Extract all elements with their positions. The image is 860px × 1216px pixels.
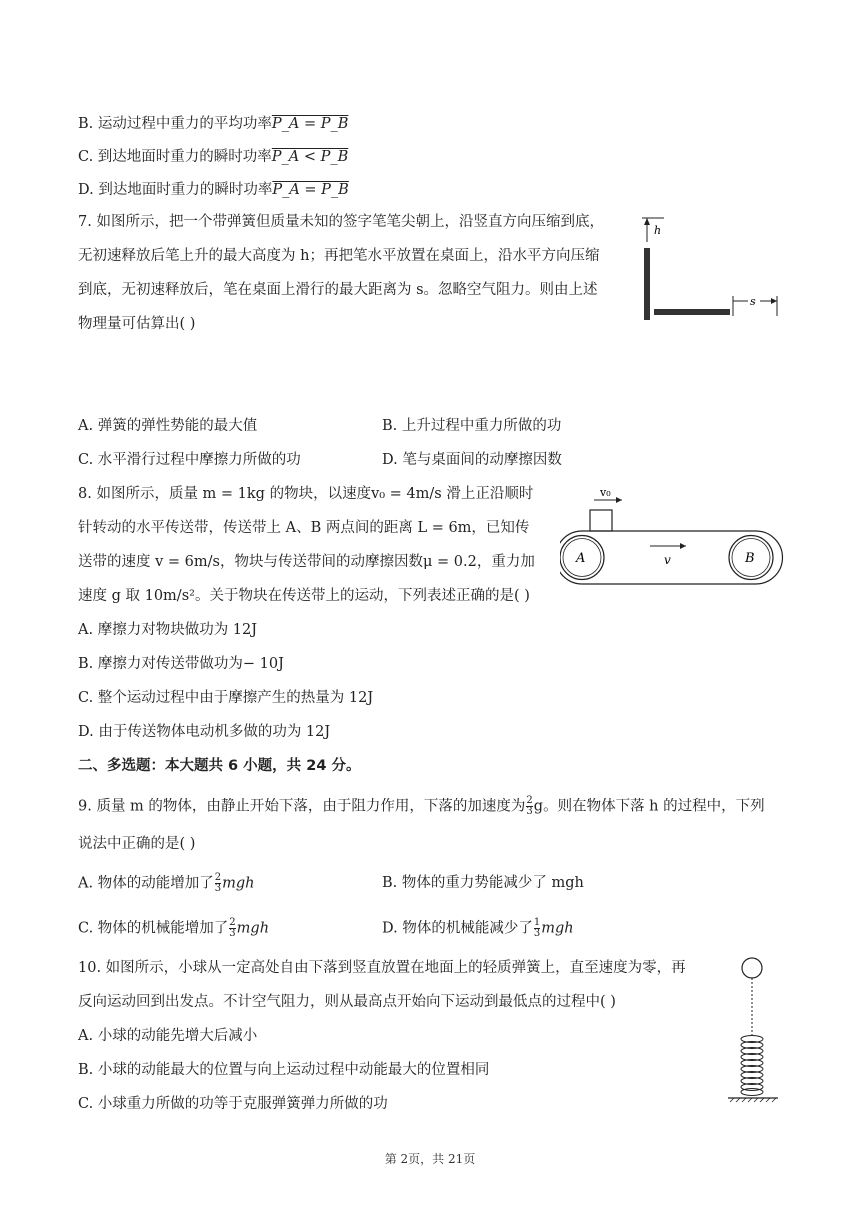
q9-fraction-two-thirds: $\frac{2}{3}$ — [526, 795, 533, 817]
fig-label-a: A — [576, 551, 586, 566]
q6-option-d: D. 到达地面时重力的瞬时功率P_A = P_B — [78, 182, 349, 198]
q7-stem-line3: 到底，无初速释放后，笔在桌面上滑行的最大距离为 s。忽略空气阻力。则由上述 — [78, 282, 598, 298]
ball-spring-figure — [720, 955, 790, 1105]
conveyor-belt-figure — [560, 484, 785, 594]
q8-option-a: A. 摩擦力对物块做功为 12J — [78, 622, 258, 638]
q6-option-b: B. 运动过程中重力的平均功率P_A = P_B — [78, 116, 349, 132]
q7-stem-line2: 无初速释放后笔上升的最大高度为 h；再把笔水平放置在桌面上，沿水平方向压缩 — [78, 248, 600, 264]
fig-label-h: h — [654, 224, 662, 237]
block — [590, 510, 612, 531]
q10-option-a: A. 小球的动能先增大后减小 — [78, 1028, 258, 1044]
q7-option-d: D. 笔与桌面间的动摩擦因数 — [382, 452, 562, 468]
q9-option-a: A. 物体的动能增加了 $\frac{2}{3}$ mgh — [78, 872, 255, 894]
q6-option-d-formula: P_A = P_B — [272, 182, 349, 198]
q8-stem-line2: 针转动的水平传送带，传送带上 A、B 两点间的距离 L = 6m，已知传 — [78, 520, 530, 536]
page-footer: 第 2页，共 21页 — [384, 1152, 476, 1166]
fig-label-v0: v₀ — [600, 486, 611, 499]
q8-option-c: C. 整个运动过程中由于摩擦产生的热量为 12J — [78, 690, 374, 706]
q7-stem-line4: 物理量可估算出( ) — [78, 316, 196, 332]
horizontal-pen — [654, 309, 730, 315]
q9-option-b: B. 物体的重力势能减少了 mgh — [382, 875, 584, 891]
q7-stem-line1: 7. 如图所示，把一个带弹簧但质量未知的签字笔笔尖朝上，沿竖直方向压缩到底， — [78, 214, 604, 230]
q7-pen-figure — [630, 210, 790, 325]
q8-option-d: D. 由于传送物体电动机多做的功为 12J — [78, 724, 331, 740]
q9-option-c: C. 物体的机械能增加了 $\frac{2}{3}$ mgh — [78, 917, 270, 939]
q6-option-c: C. 到达地面时重力的瞬时功率P_A < P_B — [78, 149, 349, 165]
vertical-pen — [644, 248, 650, 320]
fig-label-v: v — [664, 553, 671, 567]
q8-stem-line1: 8. 如图所示，质量 m = 1kg 的物块，以速度v₀ = 4m/s 滑上正沿顺时 — [78, 486, 534, 502]
q6-option-c-formula: P_A < P_B — [271, 149, 349, 165]
q6-option-b-formula: P_A = P_B — [271, 116, 349, 132]
q9-option-d: D. 物体的机械能减少了 $\frac{1}{3}$ mgh — [382, 917, 574, 939]
section-heading: 二、多选题：本大题共 6 小题，共 24 分。 — [78, 758, 361, 774]
q7-option-c: C. 水平滑行过程中摩擦力所做的功 — [78, 452, 301, 468]
q10-stem-line1: 10. 如图所示，小球从一定高处自由下落到竖直放置在地面上的轻质弹簧上，直至速度为零，再 — [78, 960, 686, 976]
q8-option-b: B. 摩擦力对传送带做功为− 10J — [78, 656, 284, 672]
q7-option-a: A. 弹簧的弹性势能的最大值 — [78, 418, 258, 434]
q10-stem-line2: 反向运动回到出发点。不计空气阻力，则从最高点开始向下运动到最低点的过程中( ) — [78, 994, 616, 1010]
fig-label-b: B — [745, 551, 755, 566]
q7-option-b: B. 上升过程中重力所做的功 — [382, 418, 562, 434]
q9-stem-line1: 9. 质量 m 的物体，由静止开始下落，由于阻力作用，下落的加速度为 $\frac{2}{3}$ g。则在物体下落 h 的过程中，下列 — [78, 795, 765, 817]
ball — [742, 958, 762, 978]
q9-stem-line2: 说法中正确的是( ) — [78, 836, 196, 852]
spring — [741, 1036, 763, 1096]
fig-label-s: s — [750, 295, 756, 308]
q10-option-c: C. 小球重力所做的功等于克服弹簧弹力所做的功 — [78, 1096, 388, 1112]
q8-stem-line4: 速度 g 取 10m/s²。关于物块在传送带上的运动，下列表述正确的是( ) — [78, 588, 530, 604]
q8-stem-line3: 送带的速度 v = 6m/s，物块与传送带间的动摩擦因数μ = 0.2，重力加 — [78, 554, 535, 570]
q10-option-b: B. 小球的动能最大的位置与向上运动过程中动能最大的位置相同 — [78, 1062, 490, 1078]
